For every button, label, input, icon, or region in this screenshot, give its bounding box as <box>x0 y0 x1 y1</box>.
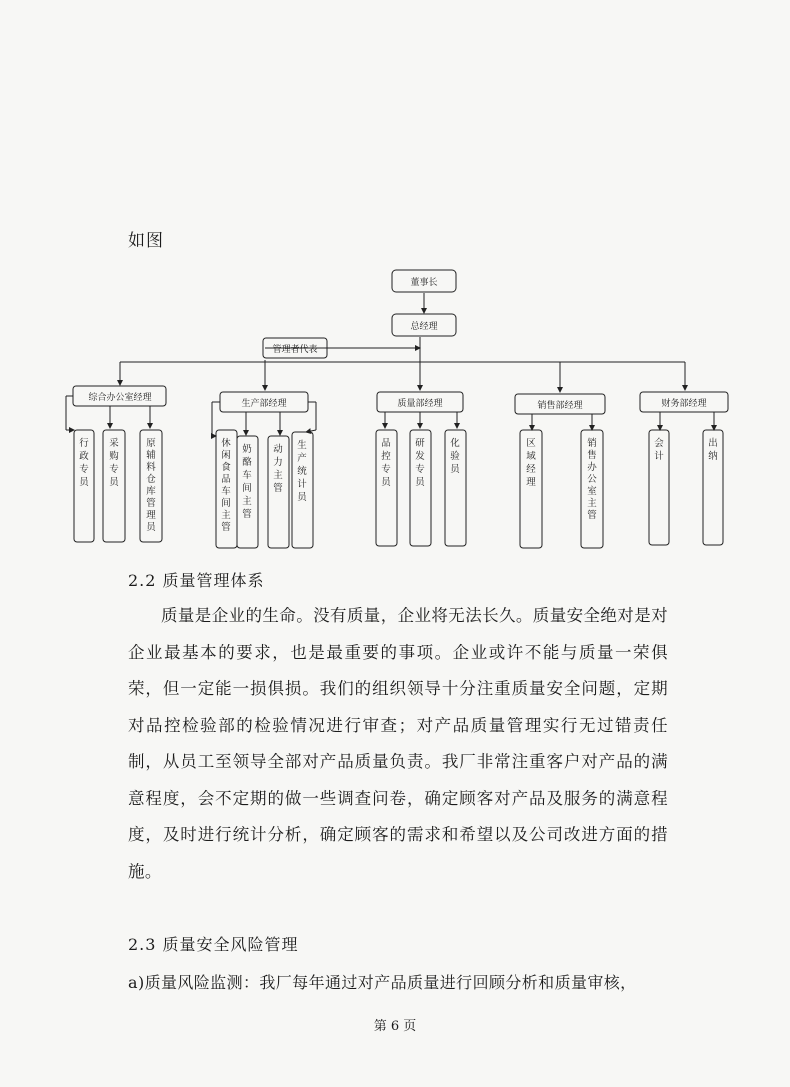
staff-admin-0: 行政专员 <box>79 438 89 488</box>
section-2-3-heading: 2.3 质量安全风险管理 <box>128 935 299 954</box>
management-rep-box: 管理者代表 <box>272 345 318 355</box>
staff-prod-2: 动力主管 <box>273 444 283 494</box>
staff-quality-1: 研发专员 <box>415 438 425 488</box>
staff-prod-0: 休闲食品车间主管 <box>221 438 231 533</box>
staff-sales-1: 销售办公室主管 <box>587 438 597 521</box>
staff-admin-1: 采购专员 <box>109 438 119 488</box>
dept-finance-box: 财务部经理 <box>661 399 707 409</box>
staff-quality-0: 品控专员 <box>381 438 391 488</box>
page-number: 第 6 页 <box>373 1019 417 1034</box>
dept-sales-box: 销售部经理 <box>537 401 583 411</box>
staff-finance-0: 会计 <box>654 438 664 462</box>
staff-finance-1: 出纳 <box>708 438 718 462</box>
section-2-2-paragraph <box>128 598 668 890</box>
dept-quality-box: 质量部经理 <box>397 399 443 409</box>
staff-prod-1: 奶酪车间主管 <box>242 444 252 520</box>
staff-sales-0: 区域经理 <box>526 438 536 488</box>
dept-admin-box: 综合办公室经理 <box>88 393 152 403</box>
dept-production-box: 生产部经理 <box>241 399 287 409</box>
staff-prod-3: 生产统计员 <box>297 440 307 503</box>
section-2-3-item-a: a)质量风险监测：我厂每年通过对产品质量进行回顾分析和质量审核， <box>128 973 637 992</box>
staff-admin-2: 原辅料仓库管理员 <box>146 438 156 533</box>
intro-text: 如图 <box>128 231 164 251</box>
chairman-box: 董事长 <box>410 278 438 288</box>
general-manager-box: 总经理 <box>410 322 438 332</box>
section-2-2-heading: 2.2 质量管理体系 <box>128 571 265 590</box>
staff-quality-2: 化验员 <box>450 438 460 475</box>
section-2-2-text: 质量是企业的生命。没有质量，企业将无法长久。质量安全绝对是对企业最基本的要求，也是最重要的事项。企业或许不能与质量一荣俱荣，但一定能一损俱损。我们的组织领导十分注重质量安全问题，定期对品控检验部的检验情况进行审查；对产品质量管理实行无过错责任制，从员工至领导全部对产品质量负责。我厂非常注重客户对产品的满意程度，会不定期的做一些调查问卷，确定顾客对产品及服务的满意程度，及时进行统计分析，确定顾客的需求和希望以及公司改进方面的措施。 <box>128 606 668 881</box>
